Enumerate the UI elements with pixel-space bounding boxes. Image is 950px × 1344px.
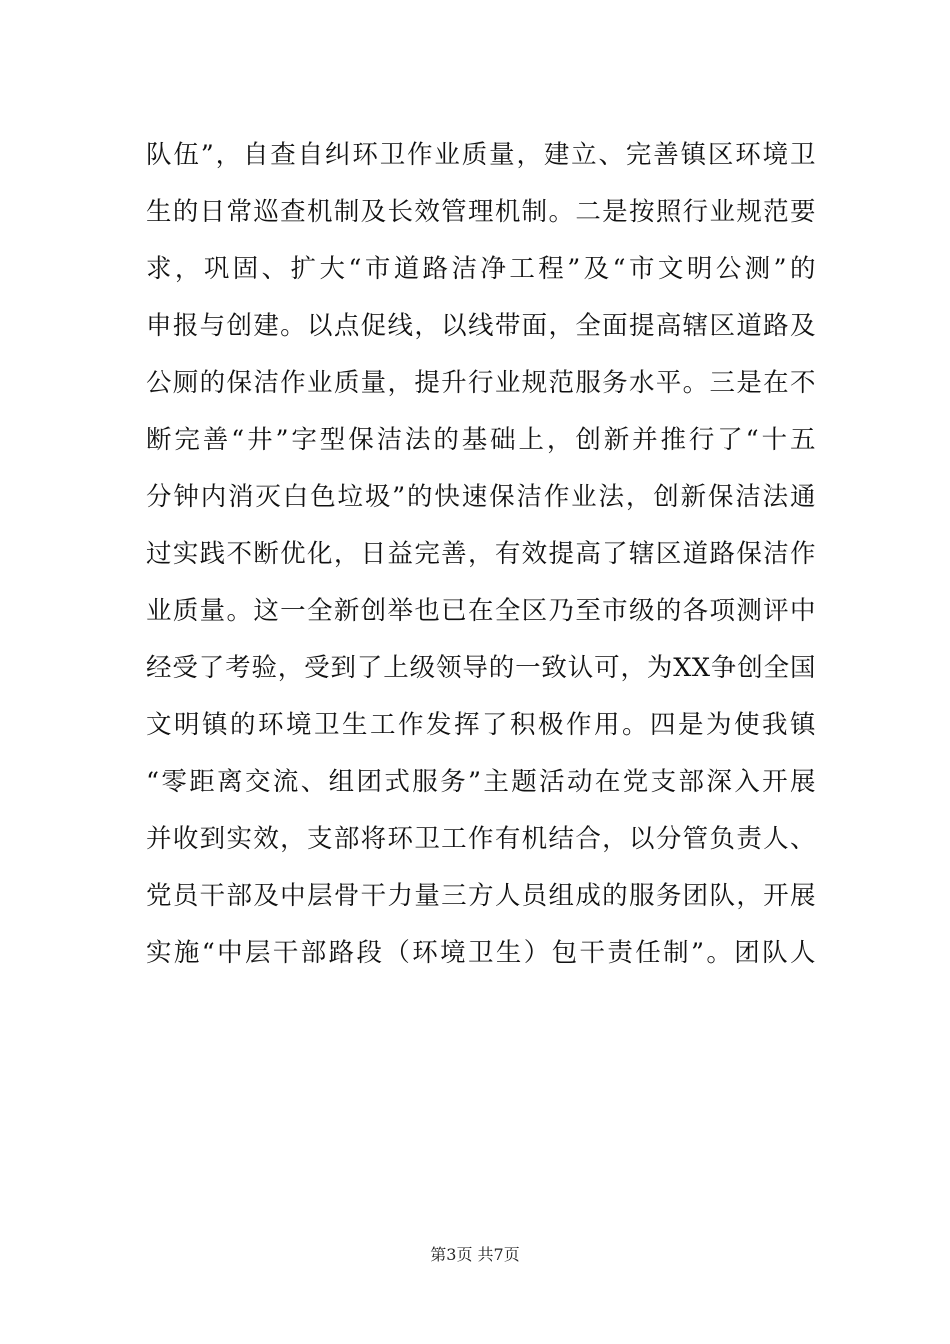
text-line: 实施“中层干部路段（环境卫生）包干责任制”。团队人 [146,938,816,968]
text-line: “零距离交流、组团式服务”主题活动在党支部深入开展 [146,767,816,797]
text-line: 生的日常巡查机制及长效管理机制。二是按照行业规范要 [146,197,816,227]
body-text [146,127,816,982]
text-line: 求，巩固、扩大“市道路洁净工程”及“市文明公测”的 [146,254,816,284]
text-line: 经受了考验，受到了上级领导的一致认可，为XX争创全国 [146,653,816,683]
text-line: 申报与创建。以点促线，以线带面，全面提高辖区道路及 [146,311,816,341]
text-line: 过实践不断优化，日益完善，有效提高了辖区道路保洁作 [146,539,816,569]
text-line: 业质量。这一全新创举也已在全区乃至市级的各项测评中 [146,596,816,626]
text-line: 公厕的保洁作业质量，提升行业规范服务水平。三是在不 [146,368,816,398]
text-line: 并收到实效，支部将环卫工作有机结合，以分管负责人、 [146,824,816,854]
text-line: 断完善“井”字型保洁法的基础上，创新并推行了“十五 [146,425,816,455]
text-line: 文明镇的环境卫生工作发挥了积极作用。四是为使我镇 [146,710,816,740]
text-line: 分钟内消灭白色垃圾”的快速保洁作业法，创新保洁法通 [146,482,816,512]
text-line: 队伍”，自查自纠环卫作业质量，建立、完善镇区环境卫 [146,140,816,170]
text-line: 党员干部及中层骨干力量三方人员组成的服务团队，开展 [146,881,816,911]
page-number-footer: 第3页 共7页 [430,1245,520,1264]
